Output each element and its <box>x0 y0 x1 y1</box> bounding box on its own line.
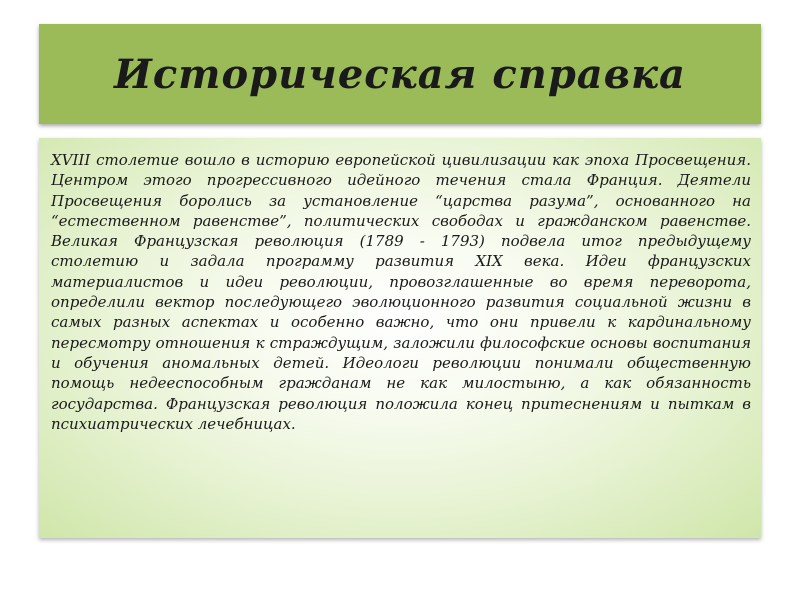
body-text-box <box>39 138 761 538</box>
slide-title: Историческая справка <box>114 50 686 98</box>
title-band <box>39 24 761 124</box>
body-paragraph: XVIII столетие вошло в историю европейской цивилизации как эпоха Просвещения. Центром этого прогрессивного идейного течения стала Франция. Деятели Просвещения боролись за установление “царства разума”, основанного на “естественном равенстве”, политических свободах и гражданском равенстве. Великая Французская революция (1789 - 1793) подвела итог предыдущему столетию и задала программу развития XIX века. Идеи французских материалистов и идеи революции, провозглашенные во время переворота, определили вектор последующего эволюционного развития социальной жизни в самых разных аспектах и особенно важно, что они привели к кардинальному пересмотру отношения к страждущим, заложили философские основы воспитания и обучения аномальных детей. Идеологи революции понимали общественную помощь недееспособным гражданам не как милостыню, а как обязанность государства. Французская революция положила конец притеснениям и пыткам в психиатрических лечебницах. <box>51 151 751 433</box>
